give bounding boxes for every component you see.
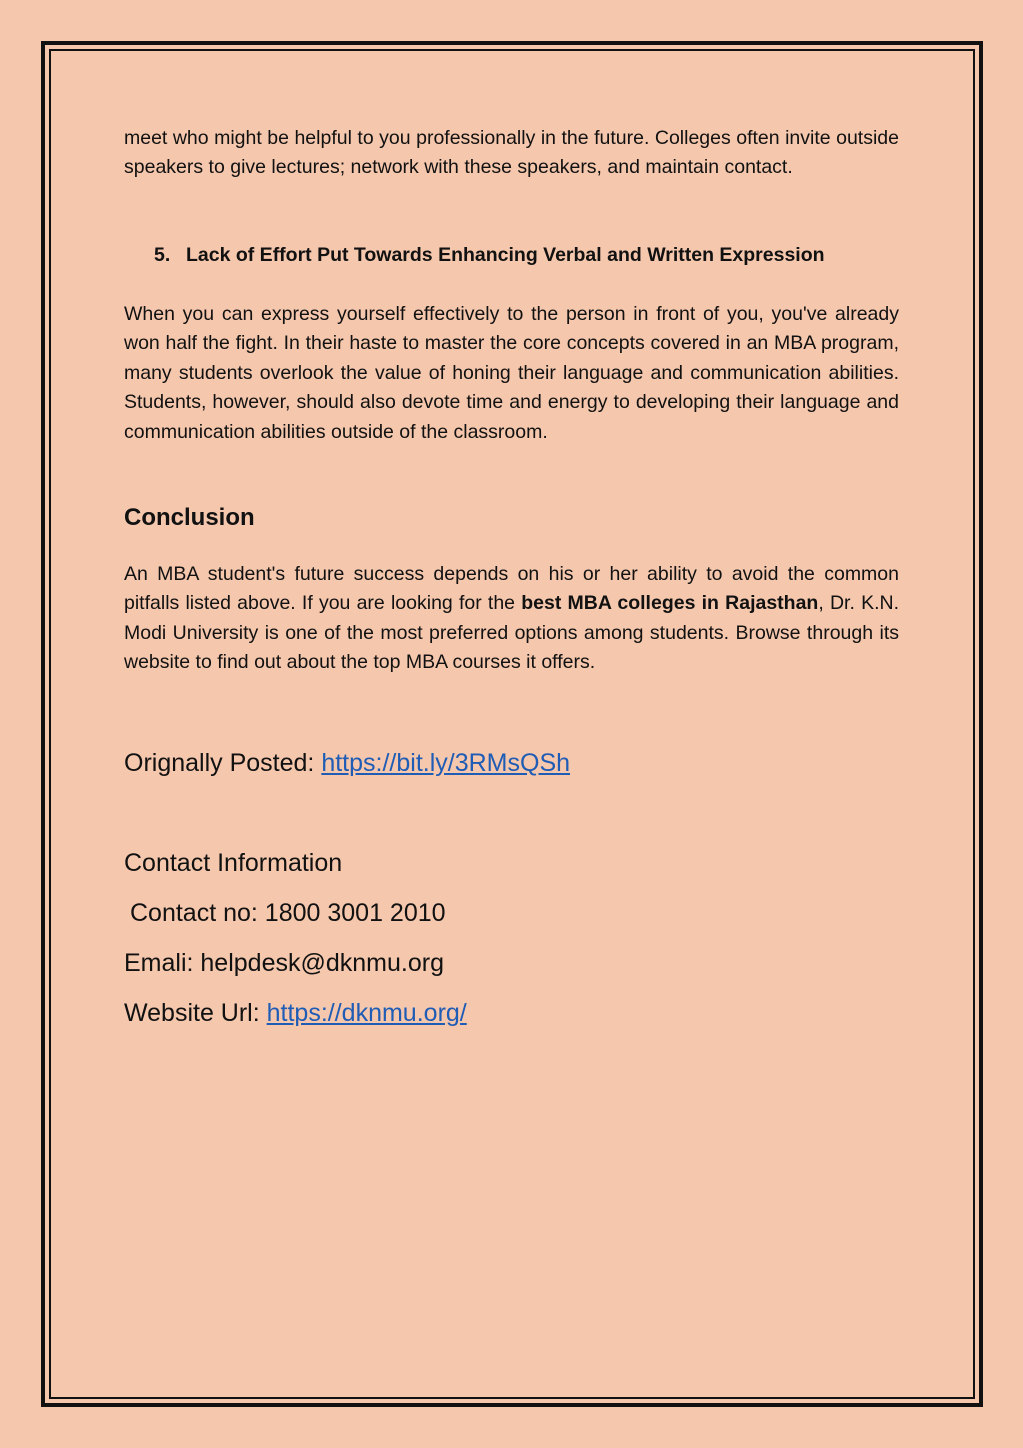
list-item-heading-text: Lack of Effort Put Towards Enhancing Verbal and Written Expression [186, 244, 825, 266]
intro-paragraph-block [124, 124, 899, 183]
website-link[interactable]: https://dknmu.org/ [266, 999, 467, 1027]
website-label: Website Url: [124, 999, 267, 1027]
conclusion-paragraph [124, 560, 899, 678]
point5-body-paragraph: When you can express yourself effectively to the person in front of you, you've already won half the fight. In their haste to master the core concepts covered in an MBA program, many students overlook the value of honing their language and communication abilities. Students, however, should also devote time and energy to developing their language and communication abilities outside of the classroom. [124, 303, 899, 443]
list-item-5-heading [154, 241, 825, 270]
conclusion-bold-phrase: best MBA colleges in Rajasthan [521, 592, 819, 615]
original-post-label: Orignally Posted: [124, 749, 322, 777]
contact-heading: Contact Information [124, 849, 343, 877]
point5-body-block [124, 300, 899, 447]
original-post-link[interactable]: https://bit.ly/3RMsQSh [321, 749, 571, 777]
original-post-line [124, 746, 570, 780]
conclusion-block [124, 560, 899, 678]
contact-website-line [124, 996, 467, 1030]
conclusion-text-after: , Dr. K.N. Modi University is one of the most preferred options among students. Browse through its website to find out about the top MBA courses it offers. [124, 592, 899, 674]
list-item-number: 5. [154, 244, 171, 266]
conclusion-text-before: An MBA student's future success depends on his or her ability to avoid the common pitfalls listed above. If you are looking for the [124, 563, 899, 615]
conclusion-heading: Conclusion [124, 504, 255, 531]
contact-phone: Contact no: 1800 3001 2010 [130, 899, 446, 927]
intro-paragraph: meet who might be helpful to you professionally in the future. Colleges often invite outside speakers to give lectures; network with these speakers, and maintain contact. [124, 127, 899, 179]
contact-email: Emali: helpdesk@dknmu.org [124, 949, 444, 977]
